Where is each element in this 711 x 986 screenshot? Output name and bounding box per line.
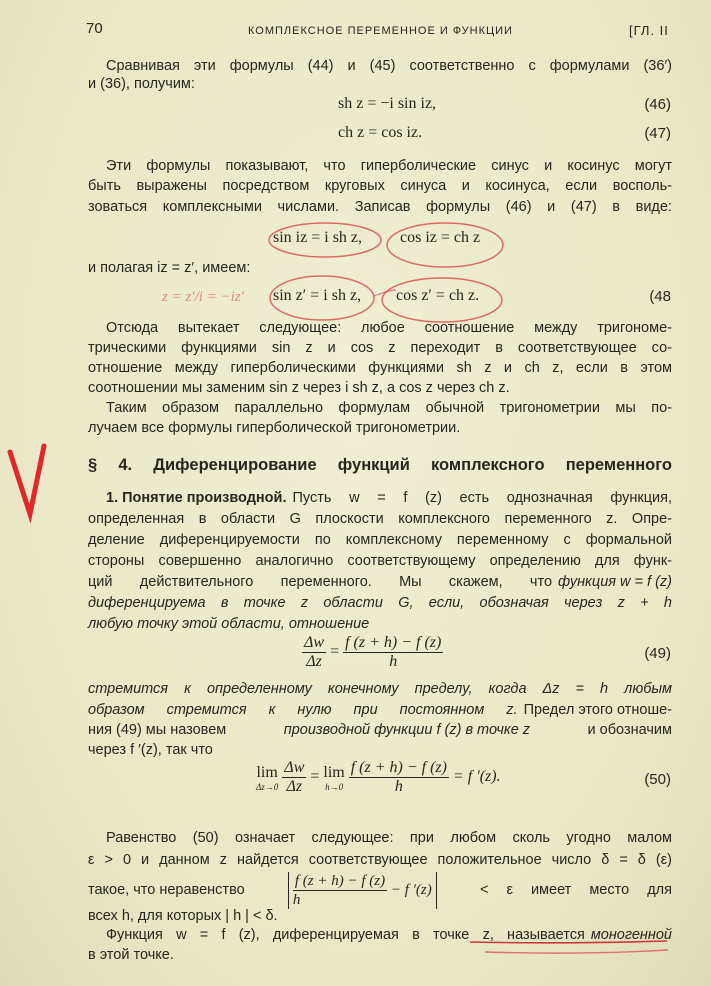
text-line: ε > 0 и данном z найдется соответствующее положительное число δ = δ (ε) <box>88 852 672 868</box>
subsection-title: 1. Понятие производной. <box>106 490 287 506</box>
text-line <box>106 489 672 507</box>
text-line <box>106 926 672 944</box>
text-line: лучаем все формулы гиперболической тригонометрии. <box>88 420 461 436</box>
text-line: деление диференцируемости по комплексному переменному с формальной <box>88 532 672 548</box>
equation-number: (49) <box>644 645 671 662</box>
text-line: отношение между гиперболическими функциями sh z и ch z, если в этом <box>88 360 672 376</box>
page-number: 70 <box>86 20 103 37</box>
text-line: в этой точке. <box>88 947 174 963</box>
limit: lim Δz→0 <box>256 763 279 792</box>
text-segment: Предел этого отноше- <box>523 702 672 718</box>
text-line: определенная в области G плоскости комплексного переменного z. Опре- <box>88 511 672 527</box>
text-line: Эти формулы показывают, что гиперболические синус и косинус могут <box>106 158 672 174</box>
equation-48-right: cos z′ = ch z. <box>396 287 480 304</box>
text-line: Отсюда вытекает следующее: любое соотношение между тригономе- <box>106 320 672 336</box>
text-segment-italic: функция w = f (z) <box>558 574 672 590</box>
limit: lim h→0 <box>323 763 345 792</box>
text-segment: и обозначим <box>587 722 672 738</box>
equation-number: (48 <box>649 288 671 305</box>
equation-48-left: sin z′ = i sh z, <box>273 287 362 304</box>
text-line: и полагая iz = z′, имеем: <box>88 260 251 276</box>
equation-49: $\frac{\Delta w}{\Delta z}$ = $\frac{f (z + h) - f (z)}{h}$ <box>304 634 442 670</box>
checkmark-v-icon <box>10 446 44 514</box>
text-line: зоваться комплексными числами. Записав формулы (46) и (47) в виде: <box>88 199 672 215</box>
equation-sin-iz: sin iz = i sh z, <box>273 229 363 246</box>
text-line: Таким образом параллельно формулам обычной тригонометрии мы по- <box>106 400 672 416</box>
text-line: и (36), получим: <box>88 76 195 92</box>
text-line: стремится к определенному конечному пределу, когда Δz = h любым <box>88 681 672 697</box>
text-segment: Пусть w = f (z) есть однозначная функция, <box>292 490 672 506</box>
absolute-value-expression: $\frac{f (z + h) - f (z)}{h}$ − f ′(z) <box>288 872 437 909</box>
text-segment-italic: производной функции f (z) в точке z <box>283 722 531 738</box>
equation-47: ch z = cos iz. <box>338 124 423 141</box>
equation-50: lim Δz→0 $\frac{\Delta w}{\Delta z}$ = lim h→0 $\frac{f (z + h) - f (z)}{h}$ = f ′(z). <box>256 759 501 795</box>
text-line: всех h, для которых | h | < δ. <box>88 908 278 924</box>
chapter-marker: [ГЛ. II <box>629 23 669 38</box>
text-line: Сравнивая эти формулы (44) и (45) соответственно с формулами (36′) <box>106 58 672 74</box>
running-title: КОМПЛЕКСНОЕ ПЕРЕМЕННОЕ И ФУНКЦИИ <box>248 25 513 37</box>
text-segment-italic: образом стремится к нулю при постоянном z. <box>88 702 518 718</box>
text-line <box>88 721 672 739</box>
fraction: $\frac{f (z + h) - f (z)}{h}$ <box>345 634 442 670</box>
text-line <box>88 701 672 719</box>
text-line <box>88 873 672 907</box>
fraction: $\frac{\Delta w}{\Delta z}$ <box>304 634 325 670</box>
fraction: $\frac{\Delta w}{\Delta z}$ <box>284 759 305 795</box>
equation-result: = f ′(z). <box>452 768 501 786</box>
term-monogenic: моногенной <box>590 927 672 943</box>
text-line: любую точку этой области, отношение <box>88 616 370 632</box>
fraction: $\frac{f (z + h) - f (z)}{h}$ <box>350 759 447 795</box>
text-line: трическими функциями sin z и cos z переходит в соответствующее со- <box>88 340 672 356</box>
equation-number: (46) <box>644 96 671 113</box>
section-title: § 4. Диференцирование функций комплексного переменного <box>88 456 672 474</box>
handwritten-note: z = z′/i = −iz′ <box>162 289 244 305</box>
fraction: $\frac{f (z + h) - f (z)}{h}$ <box>292 872 386 908</box>
text-segment: ния (49) мы назовем <box>88 722 227 738</box>
text-line: диференцируема в точке z области G, если, обозначая через z + h <box>88 595 672 611</box>
text-segment: Функция w = f (z), диференцируемая в точке z, называется <box>106 927 585 943</box>
text-line <box>88 573 672 591</box>
text-line: быть выражены посредством круговых синуса и косинуса, если восполь- <box>88 178 672 194</box>
equation-46: sh z = −i sin iz, <box>338 95 437 112</box>
equation-cos-iz: cos iz = ch z <box>400 229 481 246</box>
text-line: стороны совершенно аналогично соответствующему определению для функ- <box>88 553 672 569</box>
text-segment: ций действительного переменного. Мы скажем, что <box>88 574 553 590</box>
text-segment: < ε имеет место для <box>479 882 672 898</box>
text-segment: такое, что неравенство <box>88 882 245 898</box>
text-line: Равенство (50) означает следующее: при любом сколь угодно малом <box>106 830 672 846</box>
equation-number: (50) <box>644 771 671 788</box>
text-line: соотношении мы заменим sin z через i sh z, а cos z через ch z. <box>88 380 510 396</box>
equation-number: (47) <box>644 125 671 142</box>
text-line: через f ′(z), так что <box>88 742 213 758</box>
